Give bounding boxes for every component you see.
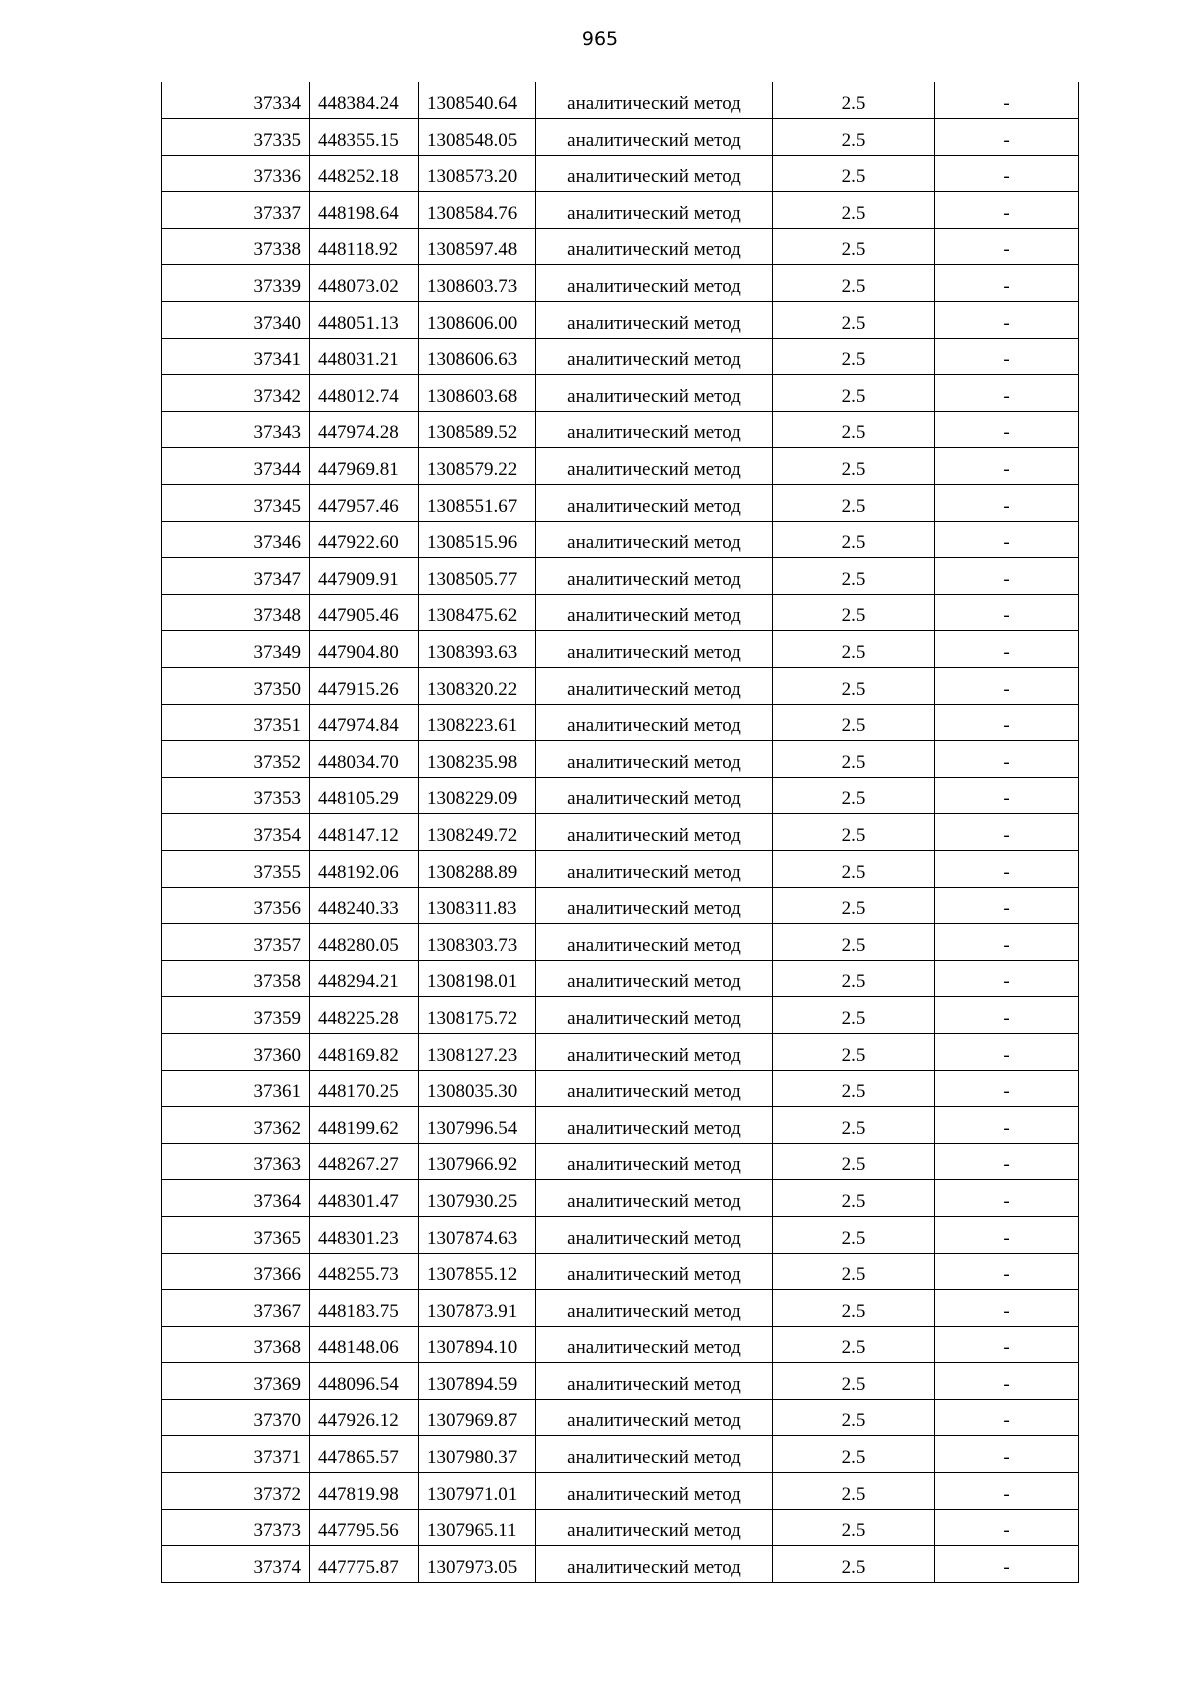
table-row: [162, 777, 1079, 814]
method-cell: аналитический метод: [536, 1363, 773, 1400]
table-row: [162, 850, 1079, 887]
note-cell: -: [935, 1107, 1079, 1144]
method-cell: аналитический метод: [536, 924, 773, 961]
x-coordinate-cell: 447795.56: [310, 1509, 419, 1546]
table-row: [162, 521, 1079, 558]
method-cell: аналитический метод: [536, 1326, 773, 1363]
method-cell: аналитический метод: [536, 338, 773, 375]
accuracy-cell: 2.5: [773, 375, 935, 412]
method-cell: аналитический метод: [536, 814, 773, 851]
y-coordinate-cell: 1308606.63: [419, 338, 536, 375]
table-row: [162, 1473, 1079, 1510]
table-row: [162, 1180, 1079, 1217]
table-row: [162, 485, 1079, 522]
table-row: [162, 448, 1079, 485]
x-coordinate-cell: 447922.60: [310, 521, 419, 558]
point-number-cell: 37357: [162, 924, 310, 961]
x-coordinate-cell: 448034.70: [310, 741, 419, 778]
y-coordinate-cell: 1308320.22: [419, 668, 536, 705]
accuracy-cell: 2.5: [773, 814, 935, 851]
note-cell: -: [935, 1216, 1079, 1253]
y-coordinate-cell: 1308311.83: [419, 887, 536, 924]
table-row: [162, 1216, 1079, 1253]
table-row: [162, 192, 1079, 229]
table-row: [162, 155, 1079, 192]
table-row: [162, 887, 1079, 924]
note-cell: -: [935, 887, 1079, 924]
x-coordinate-cell: 448267.27: [310, 1143, 419, 1180]
method-cell: аналитический метод: [536, 521, 773, 558]
table-row: [162, 411, 1079, 448]
point-number-cell: 37370: [162, 1399, 310, 1436]
accuracy-cell: 2.5: [773, 1070, 935, 1107]
note-cell: -: [935, 1070, 1079, 1107]
y-coordinate-cell: 1307971.01: [419, 1473, 536, 1510]
point-number-cell: 37361: [162, 1070, 310, 1107]
x-coordinate-cell: 447969.81: [310, 448, 419, 485]
method-cell: аналитический метод: [536, 704, 773, 741]
accuracy-cell: 2.5: [773, 1290, 935, 1327]
x-coordinate-cell: 447905.46: [310, 594, 419, 631]
note-cell: -: [935, 668, 1079, 705]
note-cell: -: [935, 375, 1079, 412]
table-row: [162, 704, 1079, 741]
x-coordinate-cell: 448169.82: [310, 1033, 419, 1070]
point-number-cell: 37358: [162, 960, 310, 997]
accuracy-cell: 2.5: [773, 1326, 935, 1363]
accuracy-cell: 2.5: [773, 302, 935, 339]
accuracy-cell: 2.5: [773, 1436, 935, 1473]
note-cell: -: [935, 1033, 1079, 1070]
x-coordinate-cell: 448294.21: [310, 960, 419, 997]
method-cell: аналитический метод: [536, 1509, 773, 1546]
point-number-cell: 37354: [162, 814, 310, 851]
method-cell: аналитический метод: [536, 777, 773, 814]
x-coordinate-cell: 448183.75: [310, 1290, 419, 1327]
x-coordinate-cell: 448192.06: [310, 850, 419, 887]
x-coordinate-cell: 447775.87: [310, 1546, 419, 1583]
x-coordinate-cell: 448301.23: [310, 1216, 419, 1253]
note-cell: -: [935, 594, 1079, 631]
x-coordinate-cell: 447926.12: [310, 1399, 419, 1436]
method-cell: аналитический метод: [536, 668, 773, 705]
y-coordinate-cell: 1308393.63: [419, 631, 536, 668]
accuracy-cell: 2.5: [773, 338, 935, 375]
table-row: [162, 1326, 1079, 1363]
table-row: [162, 1143, 1079, 1180]
point-number-cell: 37334: [162, 82, 310, 119]
x-coordinate-cell: 447957.46: [310, 485, 419, 522]
y-coordinate-cell: 1308584.76: [419, 192, 536, 229]
point-number-cell: 37342: [162, 375, 310, 412]
point-number-cell: 37339: [162, 265, 310, 302]
accuracy-cell: 2.5: [773, 155, 935, 192]
note-cell: -: [935, 814, 1079, 851]
method-cell: аналитический метод: [536, 594, 773, 631]
y-coordinate-cell: 1308515.96: [419, 521, 536, 558]
y-coordinate-cell: 1308229.09: [419, 777, 536, 814]
note-cell: -: [935, 960, 1079, 997]
y-coordinate-cell: 1308505.77: [419, 558, 536, 595]
note-cell: -: [935, 777, 1079, 814]
y-coordinate-cell: 1308597.48: [419, 228, 536, 265]
x-coordinate-cell: 448355.15: [310, 119, 419, 156]
y-coordinate-cell: 1308551.67: [419, 485, 536, 522]
y-coordinate-cell: 1307873.91: [419, 1290, 536, 1327]
method-cell: аналитический метод: [536, 1546, 773, 1583]
method-cell: аналитический метод: [536, 448, 773, 485]
note-cell: -: [935, 192, 1079, 229]
accuracy-cell: 2.5: [773, 265, 935, 302]
y-coordinate-cell: 1307980.37: [419, 1436, 536, 1473]
note-cell: -: [935, 338, 1079, 375]
method-cell: аналитический метод: [536, 192, 773, 229]
x-coordinate-cell: 448118.92: [310, 228, 419, 265]
coordinates-table: [161, 82, 1079, 1583]
note-cell: -: [935, 155, 1079, 192]
x-coordinate-cell: 448073.02: [310, 265, 419, 302]
y-coordinate-cell: 1308235.98: [419, 741, 536, 778]
point-number-cell: 37353: [162, 777, 310, 814]
x-coordinate-cell: 448255.73: [310, 1253, 419, 1290]
point-number-cell: 37336: [162, 155, 310, 192]
table-row: [162, 228, 1079, 265]
table-row: [162, 1253, 1079, 1290]
method-cell: аналитический метод: [536, 1143, 773, 1180]
x-coordinate-cell: 448240.33: [310, 887, 419, 924]
y-coordinate-cell: 1308198.01: [419, 960, 536, 997]
y-coordinate-cell: 1308573.20: [419, 155, 536, 192]
x-coordinate-cell: 447974.84: [310, 704, 419, 741]
table-row: [162, 302, 1079, 339]
note-cell: -: [935, 485, 1079, 522]
x-coordinate-cell: 448301.47: [310, 1180, 419, 1217]
note-cell: -: [935, 521, 1079, 558]
point-number-cell: 37374: [162, 1546, 310, 1583]
table-row: [162, 631, 1079, 668]
table-row: [162, 594, 1079, 631]
note-cell: -: [935, 1399, 1079, 1436]
y-coordinate-cell: 1308540.64: [419, 82, 536, 119]
table-row: [162, 814, 1079, 851]
method-cell: аналитический метод: [536, 887, 773, 924]
table-row: [162, 1436, 1079, 1473]
point-number-cell: 37348: [162, 594, 310, 631]
note-cell: -: [935, 1509, 1079, 1546]
note-cell: -: [935, 411, 1079, 448]
point-number-cell: 37372: [162, 1473, 310, 1510]
point-number-cell: 37365: [162, 1216, 310, 1253]
table-row: [162, 338, 1079, 375]
method-cell: аналитический метод: [536, 850, 773, 887]
note-cell: -: [935, 1290, 1079, 1327]
y-coordinate-cell: 1307894.10: [419, 1326, 536, 1363]
method-cell: аналитический метод: [536, 631, 773, 668]
accuracy-cell: 2.5: [773, 1033, 935, 1070]
y-coordinate-cell: 1308175.72: [419, 997, 536, 1034]
page-number: 965: [581, 28, 619, 50]
accuracy-cell: 2.5: [773, 1143, 935, 1180]
method-cell: аналитический метод: [536, 558, 773, 595]
point-number-cell: 37368: [162, 1326, 310, 1363]
point-number-cell: 37343: [162, 411, 310, 448]
x-coordinate-cell: 447974.28: [310, 411, 419, 448]
table-row: [162, 1070, 1079, 1107]
point-number-cell: 37367: [162, 1290, 310, 1327]
y-coordinate-cell: 1308288.89: [419, 850, 536, 887]
y-coordinate-cell: 1307973.05: [419, 1546, 536, 1583]
note-cell: -: [935, 448, 1079, 485]
y-coordinate-cell: 1307966.92: [419, 1143, 536, 1180]
accuracy-cell: 2.5: [773, 1253, 935, 1290]
y-coordinate-cell: 1307996.54: [419, 1107, 536, 1144]
note-cell: -: [935, 1436, 1079, 1473]
accuracy-cell: 2.5: [773, 82, 935, 119]
point-number-cell: 37345: [162, 485, 310, 522]
x-coordinate-cell: 447819.98: [310, 1473, 419, 1510]
point-number-cell: 37337: [162, 192, 310, 229]
point-number-cell: 37340: [162, 302, 310, 339]
point-number-cell: 37359: [162, 997, 310, 1034]
point-number-cell: 37364: [162, 1180, 310, 1217]
accuracy-cell: 2.5: [773, 1399, 935, 1436]
method-cell: аналитический метод: [536, 1290, 773, 1327]
note-cell: -: [935, 265, 1079, 302]
note-cell: -: [935, 704, 1079, 741]
table-row: [162, 375, 1079, 412]
accuracy-cell: 2.5: [773, 1107, 935, 1144]
x-coordinate-cell: 448170.25: [310, 1070, 419, 1107]
method-cell: аналитический метод: [536, 302, 773, 339]
method-cell: аналитический метод: [536, 228, 773, 265]
x-coordinate-cell: 448225.28: [310, 997, 419, 1034]
x-coordinate-cell: 448280.05: [310, 924, 419, 961]
point-number-cell: 37360: [162, 1033, 310, 1070]
accuracy-cell: 2.5: [773, 411, 935, 448]
y-coordinate-cell: 1307894.59: [419, 1363, 536, 1400]
method-cell: аналитический метод: [536, 960, 773, 997]
note-cell: -: [935, 1326, 1079, 1363]
point-number-cell: 37373: [162, 1509, 310, 1546]
point-number-cell: 37369: [162, 1363, 310, 1400]
accuracy-cell: 2.5: [773, 1509, 935, 1546]
accuracy-cell: 2.5: [773, 1216, 935, 1253]
x-coordinate-cell: 447904.80: [310, 631, 419, 668]
accuracy-cell: 2.5: [773, 1180, 935, 1217]
table-row: [162, 82, 1079, 119]
x-coordinate-cell: 448199.62: [310, 1107, 419, 1144]
method-cell: аналитический метод: [536, 375, 773, 412]
method-cell: аналитический метод: [536, 1107, 773, 1144]
note-cell: -: [935, 631, 1079, 668]
y-coordinate-cell: 1307965.11: [419, 1509, 536, 1546]
method-cell: аналитический метод: [536, 1033, 773, 1070]
note-cell: -: [935, 302, 1079, 339]
table-row: [162, 668, 1079, 705]
note-cell: -: [935, 82, 1079, 119]
point-number-cell: 37346: [162, 521, 310, 558]
point-number-cell: 37356: [162, 887, 310, 924]
table-row: [162, 1363, 1079, 1400]
x-coordinate-cell: 447909.91: [310, 558, 419, 595]
accuracy-cell: 2.5: [773, 521, 935, 558]
accuracy-cell: 2.5: [773, 777, 935, 814]
point-number-cell: 37350: [162, 668, 310, 705]
y-coordinate-cell: 1308475.62: [419, 594, 536, 631]
accuracy-cell: 2.5: [773, 228, 935, 265]
point-number-cell: 37362: [162, 1107, 310, 1144]
accuracy-cell: 2.5: [773, 704, 935, 741]
y-coordinate-cell: 1307930.25: [419, 1180, 536, 1217]
table-row: [162, 1509, 1079, 1546]
method-cell: аналитический метод: [536, 155, 773, 192]
x-coordinate-cell: 448105.29: [310, 777, 419, 814]
accuracy-cell: 2.5: [773, 1473, 935, 1510]
y-coordinate-cell: 1308223.61: [419, 704, 536, 741]
method-cell: аналитический метод: [536, 741, 773, 778]
y-coordinate-cell: 1308548.05: [419, 119, 536, 156]
table-row: [162, 1107, 1079, 1144]
table-row: [162, 558, 1079, 595]
method-cell: аналитический метод: [536, 411, 773, 448]
point-number-cell: 37352: [162, 741, 310, 778]
note-cell: -: [935, 1363, 1079, 1400]
y-coordinate-cell: 1308249.72: [419, 814, 536, 851]
table-row: [162, 119, 1079, 156]
x-coordinate-cell: 448252.18: [310, 155, 419, 192]
method-cell: аналитический метод: [536, 1180, 773, 1217]
table-row: [162, 1033, 1079, 1070]
method-cell: аналитический метод: [536, 1070, 773, 1107]
note-cell: -: [935, 558, 1079, 595]
table-body: [162, 82, 1079, 1582]
method-cell: аналитический метод: [536, 1216, 773, 1253]
accuracy-cell: 2.5: [773, 668, 935, 705]
note-cell: -: [935, 997, 1079, 1034]
accuracy-cell: 2.5: [773, 485, 935, 522]
x-coordinate-cell: 448051.13: [310, 302, 419, 339]
accuracy-cell: 2.5: [773, 960, 935, 997]
y-coordinate-cell: 1308606.00: [419, 302, 536, 339]
x-coordinate-cell: 448012.74: [310, 375, 419, 412]
accuracy-cell: 2.5: [773, 558, 935, 595]
note-cell: -: [935, 1253, 1079, 1290]
accuracy-cell: 2.5: [773, 192, 935, 229]
note-cell: -: [935, 228, 1079, 265]
table-row: [162, 997, 1079, 1034]
method-cell: аналитический метод: [536, 1473, 773, 1510]
y-coordinate-cell: 1308303.73: [419, 924, 536, 961]
method-cell: аналитический метод: [536, 119, 773, 156]
x-coordinate-cell: 448384.24: [310, 82, 419, 119]
y-coordinate-cell: 1307855.12: [419, 1253, 536, 1290]
note-cell: -: [935, 741, 1079, 778]
accuracy-cell: 2.5: [773, 631, 935, 668]
y-coordinate-cell: 1308603.68: [419, 375, 536, 412]
note-cell: -: [935, 1180, 1079, 1217]
point-number-cell: 37363: [162, 1143, 310, 1180]
accuracy-cell: 2.5: [773, 924, 935, 961]
table-row: [162, 924, 1079, 961]
point-number-cell: 37355: [162, 850, 310, 887]
note-cell: -: [935, 1473, 1079, 1510]
note-cell: -: [935, 924, 1079, 961]
x-coordinate-cell: 448147.12: [310, 814, 419, 851]
accuracy-cell: 2.5: [773, 1546, 935, 1583]
note-cell: -: [935, 1143, 1079, 1180]
x-coordinate-cell: 448031.21: [310, 338, 419, 375]
y-coordinate-cell: 1307969.87: [419, 1399, 536, 1436]
accuracy-cell: 2.5: [773, 448, 935, 485]
method-cell: аналитический метод: [536, 1436, 773, 1473]
accuracy-cell: 2.5: [773, 594, 935, 631]
x-coordinate-cell: 448148.06: [310, 1326, 419, 1363]
y-coordinate-cell: 1308579.22: [419, 448, 536, 485]
note-cell: -: [935, 119, 1079, 156]
y-coordinate-cell: 1307874.63: [419, 1216, 536, 1253]
method-cell: аналитический метод: [536, 1253, 773, 1290]
table-row: [162, 1546, 1079, 1583]
point-number-cell: 37371: [162, 1436, 310, 1473]
method-cell: аналитический метод: [536, 485, 773, 522]
note-cell: -: [935, 1546, 1079, 1583]
point-number-cell: 37366: [162, 1253, 310, 1290]
accuracy-cell: 2.5: [773, 997, 935, 1034]
point-number-cell: 37335: [162, 119, 310, 156]
accuracy-cell: 2.5: [773, 1363, 935, 1400]
y-coordinate-cell: 1308603.73: [419, 265, 536, 302]
x-coordinate-cell: 447865.57: [310, 1436, 419, 1473]
table-row: [162, 1399, 1079, 1436]
y-coordinate-cell: 1308589.52: [419, 411, 536, 448]
y-coordinate-cell: 1308035.30: [419, 1070, 536, 1107]
point-number-cell: 37349: [162, 631, 310, 668]
point-number-cell: 37344: [162, 448, 310, 485]
table-row: [162, 960, 1079, 997]
table-row: [162, 1290, 1079, 1327]
point-number-cell: 37347: [162, 558, 310, 595]
method-cell: аналитический метод: [536, 82, 773, 119]
point-number-cell: 37341: [162, 338, 310, 375]
x-coordinate-cell: 448096.54: [310, 1363, 419, 1400]
note-cell: -: [935, 850, 1079, 887]
point-number-cell: 37351: [162, 704, 310, 741]
table-row: [162, 265, 1079, 302]
y-coordinate-cell: 1308127.23: [419, 1033, 536, 1070]
accuracy-cell: 2.5: [773, 741, 935, 778]
point-number-cell: 37338: [162, 228, 310, 265]
x-coordinate-cell: 448198.64: [310, 192, 419, 229]
table-row: [162, 741, 1079, 778]
accuracy-cell: 2.5: [773, 887, 935, 924]
method-cell: аналитический метод: [536, 1399, 773, 1436]
method-cell: аналитический метод: [536, 997, 773, 1034]
accuracy-cell: 2.5: [773, 850, 935, 887]
accuracy-cell: 2.5: [773, 119, 935, 156]
method-cell: аналитический метод: [536, 265, 773, 302]
x-coordinate-cell: 447915.26: [310, 668, 419, 705]
